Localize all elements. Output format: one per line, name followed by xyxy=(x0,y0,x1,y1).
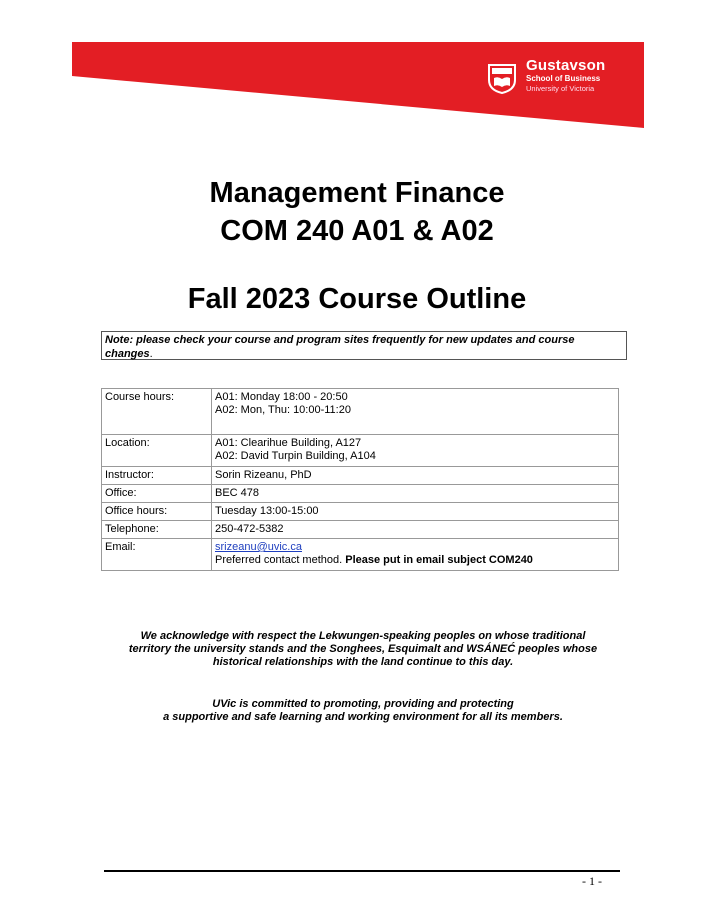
course-title: Management Finance xyxy=(209,177,505,209)
note-tail: . xyxy=(149,348,153,360)
email-value xyxy=(212,539,619,571)
hours-a01: A01: Monday 18:00 - 20:50 xyxy=(215,391,348,403)
location-a01: A01: Clearihue Building, A127 xyxy=(215,437,362,449)
location-label: Location: xyxy=(102,435,212,467)
location-a02: A02: David Turpin Building, A104 xyxy=(215,450,376,462)
course-code: COM 240 A01 & A02 xyxy=(220,215,494,247)
note-box xyxy=(101,331,627,360)
hours-label: Course hours: xyxy=(102,389,212,435)
email-pref: Preferred contact method. xyxy=(215,554,343,566)
course-info-table xyxy=(101,388,619,571)
hours-a02: A02: Mon, Thu: 10:00-11:20 xyxy=(215,404,351,416)
page-number: - 1 - xyxy=(582,874,602,888)
table-row xyxy=(102,467,619,485)
hours-value xyxy=(212,389,619,435)
commitment-statement xyxy=(100,698,626,724)
location-value xyxy=(212,435,619,467)
crest-icon xyxy=(486,62,518,94)
ack-line-2: territory the university stands and the Songhees, Esquimalt and WSÁNEĆ peoples whose xyxy=(128,643,598,655)
logo-university: University of Victoria xyxy=(526,84,595,93)
table-row xyxy=(102,521,619,539)
footer-divider xyxy=(104,870,620,872)
telephone-value: 250-472-5382 xyxy=(212,521,619,539)
logo-school: School of Business xyxy=(526,74,601,83)
table-row xyxy=(102,485,619,503)
email-pref-bold: Please put in email subject COM240 xyxy=(345,554,533,566)
commit-line-2: a supportive and safe learning and working environment for all its members. xyxy=(163,711,563,723)
table-row xyxy=(102,389,619,435)
outline-title: Fall 2023 Course Outline xyxy=(187,283,527,315)
ack-line-3: historical relationships with the land continue to this day. xyxy=(212,656,514,668)
email-link[interactable]: srizeanu@uvic.ca xyxy=(215,541,302,553)
instructor-label: Instructor: xyxy=(102,467,212,485)
office-label: Office: xyxy=(102,485,212,503)
table-row xyxy=(102,503,619,521)
ack-line-1: We acknowledge with respect the Lekwungen-speaking peoples on whose traditional xyxy=(140,630,586,642)
land-acknowledgement xyxy=(100,630,626,669)
office-hours-label: Office hours: xyxy=(102,503,212,521)
table-row xyxy=(102,539,619,571)
commit-line-1: UVic is committed to promoting, providing and protecting xyxy=(212,698,514,710)
gustavson-logo xyxy=(486,58,626,98)
office-value: BEC 478 xyxy=(212,485,619,503)
instructor-value: Sorin Rizeanu, PhD xyxy=(212,467,619,485)
table-row xyxy=(102,435,619,467)
email-label: Email: xyxy=(102,539,212,571)
office-hours-value: Tuesday 13:00-15:00 xyxy=(212,503,619,521)
note-text: Note: please check your course and program sites frequently for new updates and course changes xyxy=(105,334,575,360)
telephone-label: Telephone: xyxy=(102,521,212,539)
logo-name: Gustavson xyxy=(526,57,606,74)
